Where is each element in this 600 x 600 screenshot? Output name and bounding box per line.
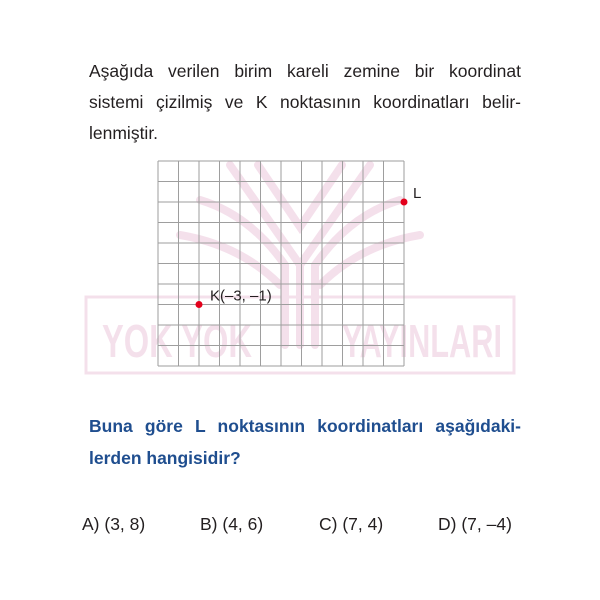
intro-line-3: lenmiştir.: [89, 123, 159, 143]
answer-options: [82, 514, 522, 542]
option-a[interactable]: [82, 514, 145, 535]
question-line-1: Buna göre L noktasının koordinatları aşağıdaki-: [89, 416, 521, 436]
option-a-value: (3, 8): [104, 514, 146, 534]
question-line-2: lerden hangisidir?: [89, 448, 241, 468]
watermark-right-text: YAYINLARI: [342, 315, 502, 367]
option-b-value: (4, 6): [222, 514, 264, 534]
option-d[interactable]: [438, 514, 512, 535]
point-l-marker: [401, 199, 408, 206]
intro-text: [89, 56, 521, 149]
option-b[interactable]: [200, 514, 263, 535]
intro-line-1: Aşağıda verilen birim kareli zemine bir koordinat: [89, 61, 521, 81]
coordinate-figure: [80, 155, 520, 385]
option-c[interactable]: [319, 514, 383, 535]
option-c-value: (7, 4): [342, 514, 384, 534]
watermark: [86, 165, 514, 373]
option-d-letter: D): [438, 514, 457, 534]
question-text: [89, 410, 521, 474]
figure-canvas: [80, 155, 520, 385]
option-d-value: (7, –4): [461, 514, 512, 534]
watermark-left-text: YOK YOK: [102, 315, 252, 367]
point-k-marker: [196, 301, 203, 308]
intro-line-2: sistemi çizilmiş ve K noktasının koordinatları belir-: [89, 92, 521, 112]
option-b-letter: B): [200, 514, 218, 534]
option-c-letter: C): [319, 514, 338, 534]
point-l-label: L: [413, 185, 422, 202]
option-a-letter: A): [82, 514, 100, 534]
point-k-label: K(–3, –1): [210, 287, 272, 305]
